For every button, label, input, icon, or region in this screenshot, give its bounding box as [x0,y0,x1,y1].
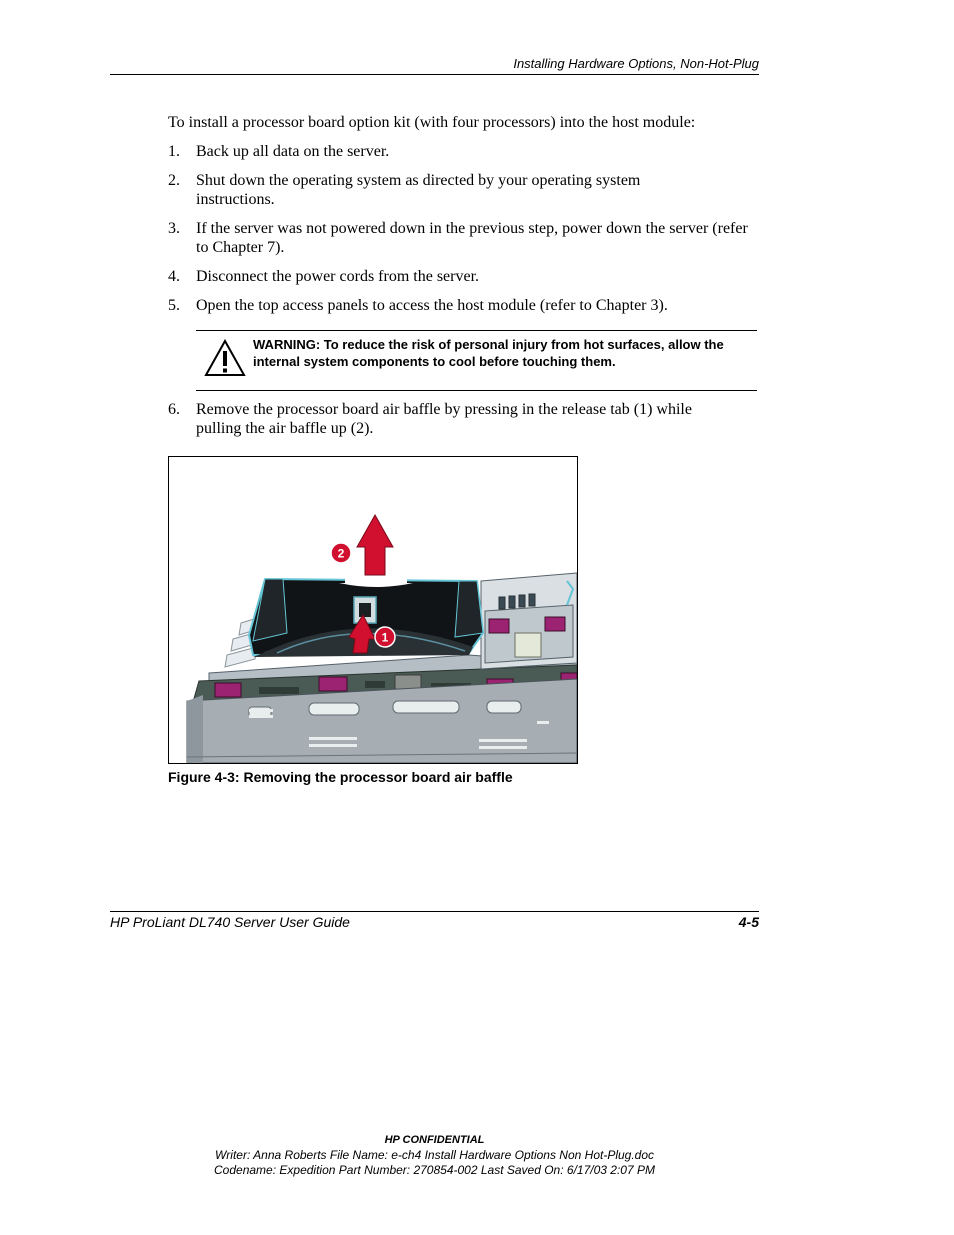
callout-2-label: 2 [337,546,345,561]
step-text: If the server was not powered down in the previous step, power down the server (refer to Chapter 7). [196,220,748,256]
step-number: 2. [168,172,180,189]
step-number: 6. [168,401,180,418]
step-number: 4. [168,268,180,285]
confidential-block [110,1133,759,1178]
footer-rule [110,911,759,912]
step-text: Remove the processor board air baffle by pressing in the release tab (1) while pulling the air baffle up (2). [196,401,692,437]
air-baffle-illustration [169,457,577,763]
confidential-line-1: Writer: Anna Roberts File Name: e-ch4 Install Hardware Options Non Hot-Plug.doc [214,1148,655,1162]
warning-text: WARNING: To reduce the risk of personal injury from hot surfaces, allow the internal system components to cool before touching them. [253,337,724,369]
callout-2 [331,543,351,563]
step-text: Shut down the operating system as directed by your operating system instructions. [196,172,641,208]
figure-air-baffle [168,456,578,764]
confidential-line-2: Codename: Expedition Part Number: 270854-002 Last Saved On: 6/17/03 2:07 PM [214,1163,655,1177]
header-rule [110,74,759,75]
step-text: Back up all data on the server. [196,143,390,160]
step-text: Disconnect the power cords from the server. [196,268,480,285]
step-number: 3. [168,220,180,237]
confidential-label: HP CONFIDENTIAL [384,1134,485,1146]
footer-page-number: 4-5 [738,914,759,930]
running-header: Installing Hardware Options, Non-Hot-Plug [513,56,759,71]
step-number: 5. [168,297,180,314]
warning-box [196,330,757,391]
footer-guide-title: HP ProLiant DL740 Server User Guide [110,914,350,930]
callout-1-label: 1 [381,630,389,645]
figure-caption: Figure 4-3: Removing the processor board air baffle [168,769,513,785]
step-number: 1. [168,143,180,160]
callout-1 [375,627,395,647]
warning-triangle-icon [204,339,246,377]
lift-arrow [357,515,393,575]
intro-paragraph: To install a processor board option kit (with four processors) into the host module: [168,114,696,131]
step-text: Open the top access panels to access the host module (refer to Chapter 3). [196,297,668,314]
